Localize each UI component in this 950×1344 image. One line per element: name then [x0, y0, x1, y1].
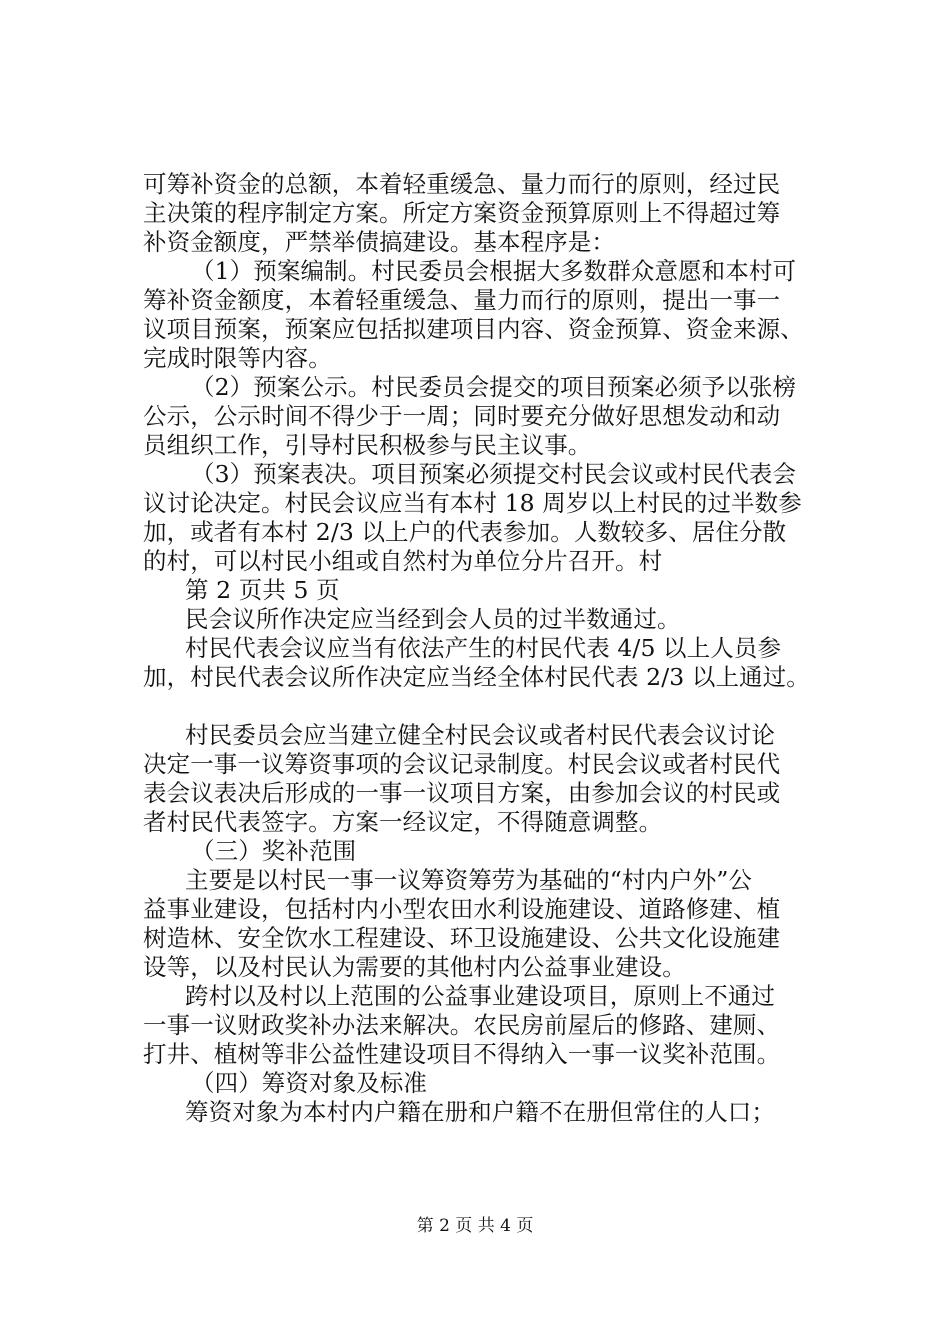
text-line: 民会议所作决定应当经到会人员的过半数通过。: [185, 605, 681, 633]
text-line: 主要是以村民一事一议筹资筹劳为基础的“村内户外”公: [185, 866, 753, 894]
text-line: 议项目预案，预案应包括拟建项目内容、资金预算、资金来源、: [143, 315, 804, 343]
text-line: 表会议表决后形成的一事一议项目方案，由参加会议的村民或: [143, 779, 781, 807]
text-line: 议讨论决定。村民会议应当有本村 18 周岁以上村民的过半数参: [143, 489, 802, 517]
text-line: （2）预案公示。村民委员会提交的项目预案必须予以张榜: [191, 373, 797, 401]
text-line: 第 2 页共 5 页: [185, 576, 340, 604]
text-line: 员组织工作，引导村民积极参与民主议事。: [143, 431, 592, 459]
text-line: 益事业建设，包括村内小型农田水利设施建设、道路修建、植: [143, 895, 781, 923]
text-line: 的村，可以村民小组或自然村为单位分片召开。村: [143, 547, 663, 575]
text-line: 补资金额度，严禁举债搞建设。基本程序是：: [143, 228, 615, 256]
text-line: 打井、植树等非公益性建设项目不得纳入一事一议奖补范围。: [143, 1040, 781, 1068]
text-line: 者村民代表签字。方案一经议定，不得随意调整。: [143, 808, 663, 836]
text-line: 加，或者有本村 2/3 以上户的代表参加。人数较多、居住分散: [143, 518, 787, 546]
text-line: 村民委员会应当建立健全村民会议或者村民代表会议讨论: [185, 721, 775, 749]
text-line: 筹补资金额度，本着轻重缓急、量力而行的原则，提出一事一: [143, 286, 781, 314]
text-line: 主决策的程序制定方案。所定方案资金预算原则上不得超过筹: [143, 199, 781, 227]
text-line: 加，村民代表会议所作决定应当经全体村民代表 2/3 以上通过。: [143, 663, 810, 691]
document-body: [143, 170, 825, 1127]
text-line: [143, 692, 825, 721]
text-line: （四）筹资对象及标准: [191, 1069, 427, 1097]
text-line: 可筹补资金的总额，本着轻重缓急、量力而行的原则，经过民: [143, 170, 781, 198]
text-line: 一事一议财政奖补办法来解决。农民房前屋后的修路、建厕、: [143, 1011, 781, 1039]
page-footer: 第 2 页 共 4 页: [416, 1216, 534, 1236]
text-line: 村民代表会议应当有依法产生的村民代表 4/5 以上人员参: [185, 634, 782, 662]
text-line: 树造林、安全饮水工程建设、环卫设施建设、公共文化设施建: [143, 924, 781, 952]
text-line: 设等，以及村民认为需要的其他村内公益事业建设。: [143, 953, 686, 981]
text-line: （3）预案表决。项目预案必须提交村民会议或村民代表会: [191, 460, 797, 488]
text-line: 公示，公示时间不得少于一周；同时要充分做好思想发动和动: [143, 402, 781, 430]
text-line: 跨村以及村以上范围的公益事业建设项目，原则上不通过: [185, 982, 775, 1010]
text-line: （三）奖补范围: [191, 837, 357, 865]
text-line: （1）预案编制。村民委员会根据大多数群众意愿和本村可: [191, 257, 797, 285]
text-line: 完成时限等内容。: [143, 344, 332, 372]
text-line: 筹资对象为本村内户籍在册和户籍不在册但常住的人口；: [185, 1098, 775, 1126]
text-line: 决定一事一议筹资事项的会议记录制度。村民会议或者村民代: [143, 750, 781, 778]
